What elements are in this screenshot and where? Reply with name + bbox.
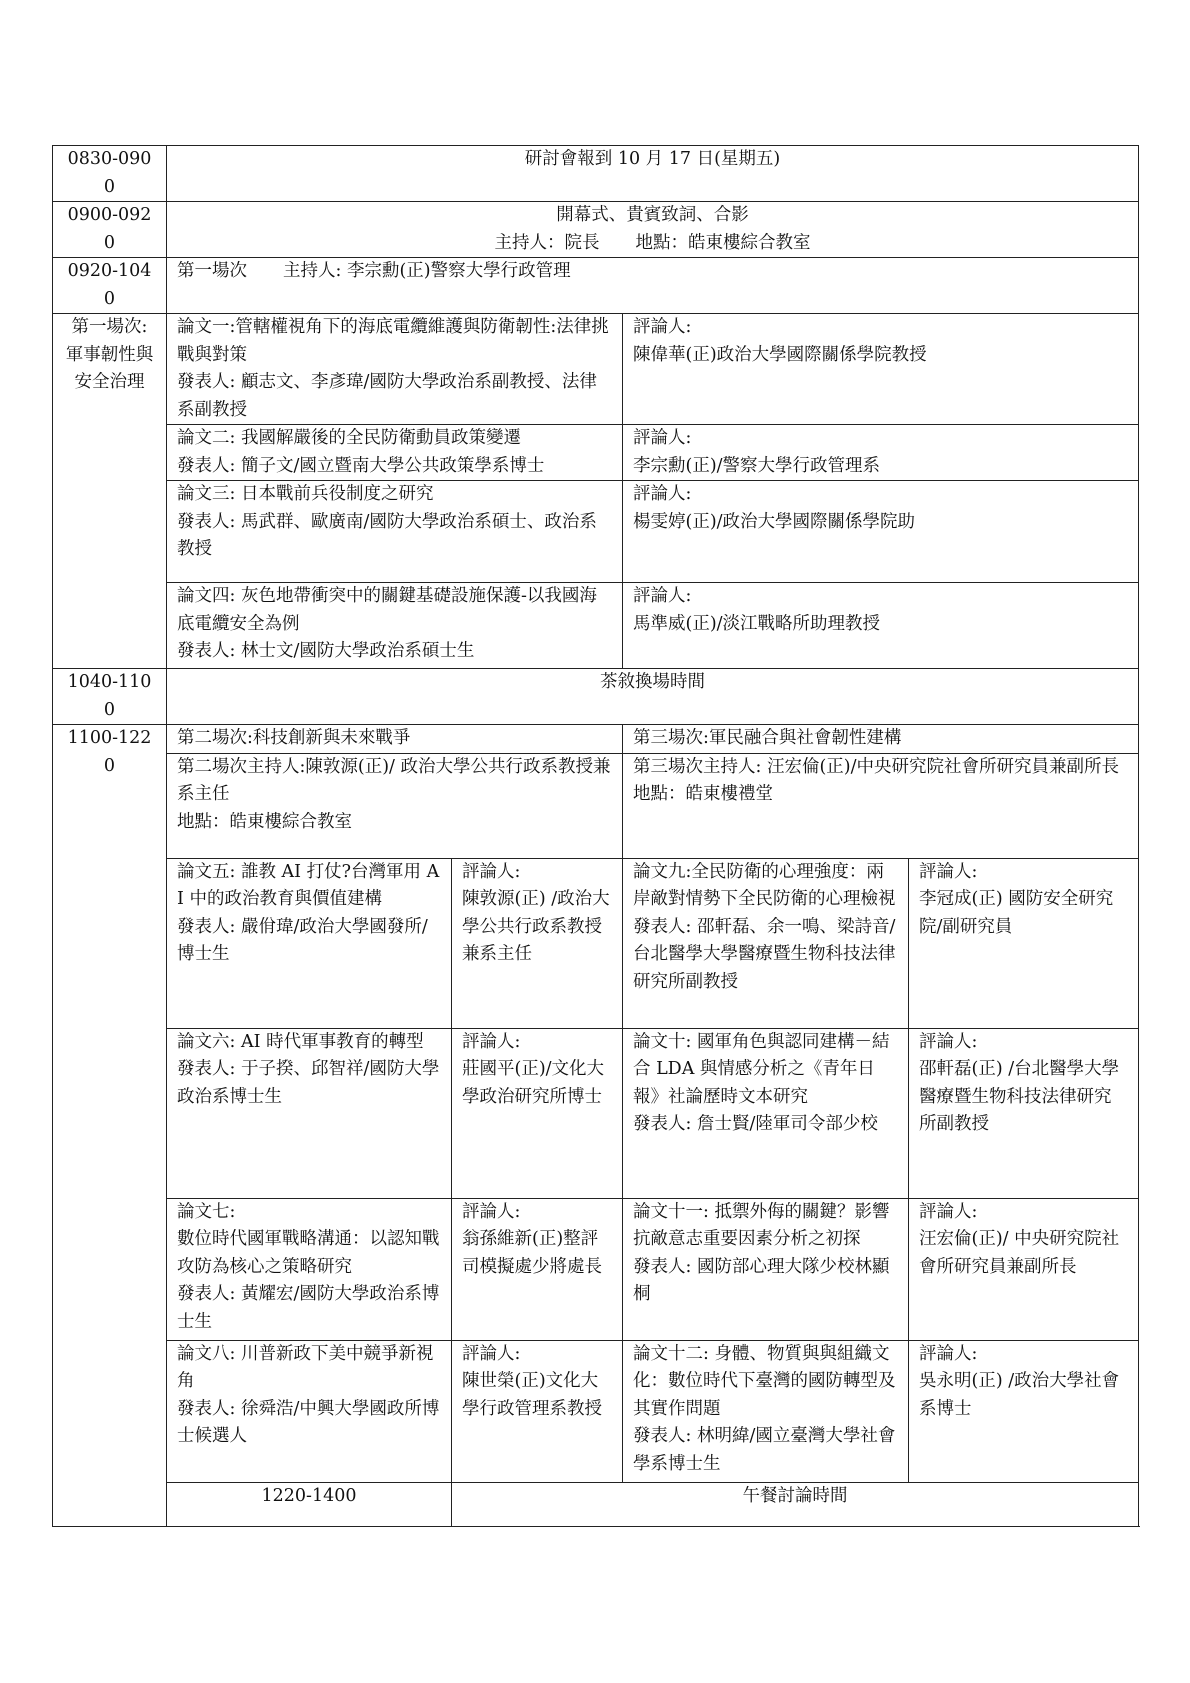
paper-title: 論文九:全民防衛的心理強度：兩岸敵對情勢下全民防衛的心理檢視: [633, 861, 896, 909]
paper-cell: [623, 1340, 909, 1482]
time-cell: 1220-1400: [167, 1482, 452, 1526]
session1-label: 第一場次:軍事韌性與安全治理: [53, 314, 167, 669]
reviewer-name: 汪宏倫(正)/ 中央研究院社會所研究員兼副所長: [919, 1229, 1120, 1277]
paper-presenter: 發表人: 邵軒磊、余一鳴、梁詩音/台北醫學大學醫療暨生物科技法律研究所副教授: [633, 916, 896, 992]
paper-presenter: 發表人: 林士文/國防大學政治系碩士生: [177, 641, 475, 661]
lunch-text: 午餐討論時間: [452, 1482, 1139, 1526]
opening-title: 開幕式、貴賓致詞、合影: [556, 205, 749, 225]
reviewer-cell: [909, 858, 1139, 1028]
reviewer-label: 評論人:: [919, 861, 978, 882]
reviewer-label: 評論人:: [462, 861, 521, 882]
session2-host-cell: [167, 753, 623, 858]
opening-cell: [167, 202, 1139, 258]
paper-presenter: 發表人: 國防部心理大隊少校林顯桐: [633, 1256, 890, 1304]
paper-presenter: 發表人: 顧志文、李彥瑋/國防大學政治系副教授、法律系副教授: [177, 372, 597, 420]
registration-row: [53, 146, 1139, 202]
reviewer-cell: [623, 481, 1139, 583]
session3-host-cell: [623, 753, 1139, 858]
sessions-title-row: [53, 725, 1139, 754]
table-row: [53, 1028, 1139, 1198]
reviewer-name: 陳偉華(正)政治大學國際關係學院教授: [633, 344, 927, 365]
reviewer-name: 李冠成(正) 國防安全研究院/副研究員: [919, 889, 1114, 937]
session1-header: [167, 258, 1139, 314]
paper-cell: [167, 583, 623, 669]
reviewer-label: 評論人:: [633, 484, 692, 504]
paper-cell: [623, 1028, 909, 1198]
sessions-host-row: [53, 753, 1139, 858]
table-row: [53, 1198, 1139, 1340]
reviewer-name: 翁孫維新(正)整評司模擬處少將處長: [462, 1229, 602, 1277]
session3-host: 第三場次主持人: 汪宏倫(正)/中央研究院社會所研究員兼副所長: [633, 756, 1120, 777]
time-cell: 1100-1220: [53, 725, 167, 1527]
reviewer-label: 評論人:: [462, 1201, 521, 1222]
schedule-table: [52, 145, 1139, 1527]
reviewer-cell: [623, 583, 1139, 669]
paper-cell: [167, 425, 623, 481]
session1-name: 第一場次: [177, 261, 247, 281]
paper-presenter: 發表人: 黃耀宏/國防大學政治系博士生: [177, 1284, 440, 1332]
table-row: [53, 314, 1139, 425]
paper-presenter: 發表人: 于子揆、邱智祥/國防大學政治系博士生: [177, 1059, 440, 1107]
time-cell: 0920-1040: [53, 258, 167, 314]
session3-title: 第三場次:軍民融合與社會韌性建構: [623, 725, 1139, 754]
time-cell: 1040-1100: [53, 669, 167, 725]
paper-title: 論文八: 川普新政下美中競爭新視角: [177, 1343, 434, 1391]
reviewer-cell: [452, 1198, 623, 1340]
reviewer-name: 吳永明(正) /政治大學社會系博士: [919, 1371, 1120, 1419]
paper-title: 論文一:管轄權視角下的海底電纜維護與防衛韌性:法律挑戰與對策: [177, 317, 609, 365]
reviewer-cell: [452, 1340, 623, 1482]
paper-presenter: 發表人: 詹士賢/陸軍司令部少校: [633, 1114, 878, 1134]
reviewer-label: 評論人:: [462, 1031, 521, 1052]
paper-title: 論文十二: 身體、物質與與組織文化：數位時代下臺灣的國防轉型及其實作問題: [633, 1343, 896, 1419]
paper-title: 論文十: 國軍角色與認同建構－結合 LDA 與情感分析之《青年日報》社論歷時文本研究: [633, 1031, 890, 1107]
paper-cell: [167, 1340, 452, 1482]
reviewer-name: 陳世榮(正)文化大學行政管理系教授: [462, 1371, 602, 1419]
reviewer-label: 評論人:: [633, 586, 692, 606]
paper-cell: [623, 1198, 909, 1340]
lunch-row: [53, 1482, 1139, 1526]
paper-label: 論文七:: [177, 1201, 236, 1222]
reviewer-name: 莊國平(正)/文化大學政治研究所博士: [462, 1059, 605, 1107]
reviewer-label: 評論人:: [919, 1201, 978, 1222]
paper-presenter: 發表人: 簡子文/國立暨南大學公共政策學系博士: [177, 455, 545, 476]
reviewer-label: 評論人:: [919, 1343, 978, 1364]
paper-cell: [167, 1028, 452, 1198]
registration-text: 研討會報到 10 月 17 日(星期五): [167, 146, 1139, 202]
paper-cell: [167, 481, 623, 583]
table-row: [53, 858, 1139, 1028]
reviewer-name: 楊雯婷(正)/政治大學國際關係學院助: [633, 511, 916, 532]
paper-cell: [167, 314, 623, 425]
session1-host: 主持人: 李宗勳(正)警察大學行政管理: [283, 261, 571, 281]
reviewer-label: 評論人:: [462, 1343, 521, 1364]
reviewer-cell: [909, 1028, 1139, 1198]
tea-row: [53, 669, 1139, 725]
session1-header-row: [53, 258, 1139, 314]
reviewer-name: 李宗勳(正)/警察大學行政管理系: [633, 455, 881, 476]
time-cell: 0830-0900: [53, 146, 167, 202]
opening-host: 主持人：院長: [494, 232, 600, 253]
opening-host-line: [177, 230, 1128, 258]
session2-venue: 地點：皓東樓綜合教室: [177, 811, 352, 832]
opening-row: [53, 202, 1139, 258]
paper-title: 論文十一: 抵禦外侮的關鍵？影響抗敵意志重要因素分析之初探: [633, 1201, 890, 1249]
session2-host: 第二場次主持人:陳敦源(正)/ 政治大學公共行政系教授兼系主任: [177, 756, 611, 804]
reviewer-cell: [909, 1340, 1139, 1482]
table-row: [53, 583, 1139, 669]
reviewer-name: 馬準威(正)/淡江戰略所助理教授: [633, 613, 881, 634]
reviewer-label: 評論人:: [633, 428, 692, 448]
paper-title: 論文二: 我國解嚴後的全民防衛動員政策變遷: [177, 428, 521, 448]
tea-text: 茶敘換場時間: [167, 669, 1139, 725]
reviewer-cell: [452, 1028, 623, 1198]
paper-presenter: 發表人: 嚴佾瑋/政治大學國發所/博士生: [177, 916, 428, 964]
paper-title: 論文四: 灰色地帶衝突中的關鍵基礎設施保護-以我國海底電纜安全為例: [177, 586, 597, 634]
paper-cell: [623, 858, 909, 1028]
reviewer-cell: [452, 858, 623, 1028]
table-row: [53, 425, 1139, 481]
paper-cell: [167, 858, 452, 1028]
reviewer-label: 評論人:: [919, 1031, 978, 1052]
paper-title: 論文五: 誰教 AI 打仗?台灣軍用 AI 中的政治教育與價值建構: [177, 861, 440, 909]
paper-presenter: 發表人: 馬武群、歐廣南/國防大學政治系碩士、政治系教授: [177, 511, 597, 559]
paper-title: 論文三: 日本戰前兵役制度之研究: [177, 484, 434, 504]
paper-title: 數位時代國軍戰略溝通：以認知戰攻防為核心之策略研究: [177, 1229, 440, 1277]
reviewer-cell: [623, 314, 1139, 425]
paper-presenter: 發表人: 徐舜浩/中興大學國政所博士候選人: [177, 1398, 440, 1446]
reviewer-label: 評論人:: [633, 317, 692, 337]
table-row: [53, 1340, 1139, 1482]
schedule-page: [52, 145, 1138, 1527]
reviewer-cell: [623, 425, 1139, 481]
paper-title: 論文六: AI 時代軍事教育的轉型: [177, 1031, 424, 1052]
session3-venue: 地點：皓東樓禮堂: [633, 784, 773, 804]
paper-cell: [167, 1198, 452, 1340]
table-row: [53, 481, 1139, 583]
reviewer-cell: [909, 1198, 1139, 1340]
reviewer-name: 邵軒磊(正) /台北醫學大學醫療暨生物科技法律研究所副教授: [919, 1059, 1120, 1134]
session2-title: 第二場次:科技創新與未來戰爭: [167, 725, 623, 754]
opening-venue: 地點：皓東樓綜合教室: [635, 232, 811, 253]
time-cell: 0900-0920: [53, 202, 167, 258]
reviewer-name: 陳敦源(正) /政治大學公共行政系教授兼系主任: [462, 889, 610, 964]
paper-presenter: 發表人: 林明緯/國立臺灣大學社會學系博士生: [633, 1426, 896, 1474]
